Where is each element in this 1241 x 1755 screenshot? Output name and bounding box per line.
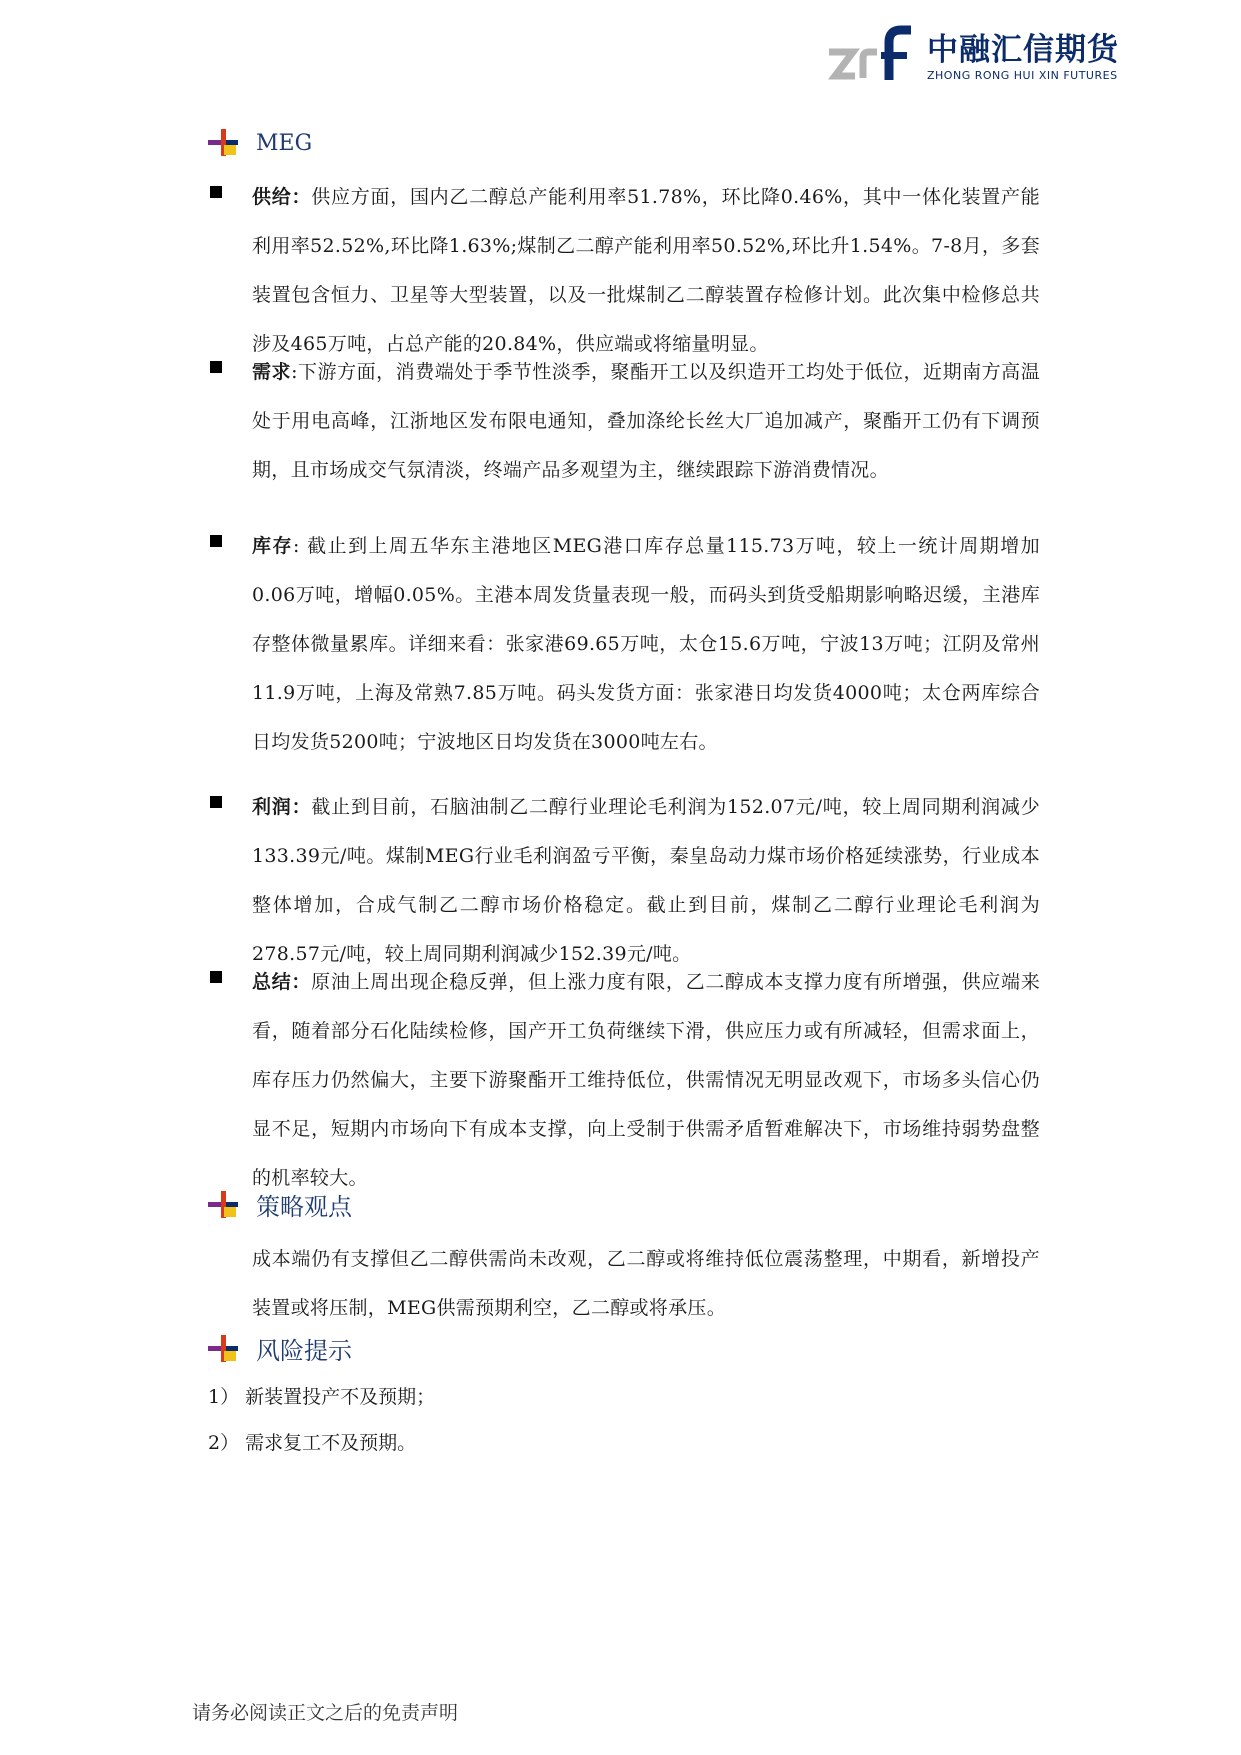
list-item-inventory [210, 522, 1040, 767]
bullet-square-icon [210, 796, 222, 808]
item-text: 原油上周出现企稳反弹，但上涨力度有限，乙二醇成本支撑力度有所增强，供应端来看，随着部分石化陆续检修，国产开工负荷继续下滑，供应压力或有所减轻，但需求面上，库存压力仍然偏大，主要下游聚酯开工维持低位，供需情况无明显改观下，市场多头信心仍显不足，短期内市场向下有成本支撑，向上受制于供需矛盾暂难解决下，市场维持弱势盘整的机率较大。 [252, 971, 1040, 1189]
company-logo [827, 22, 1119, 92]
section-marker-icon [206, 1190, 240, 1220]
item-text: 截止到目前，石脑油制乙二醇行业理论毛利润为152.07元/吨，较上周同期利润减少133.39元/吨。煤制MEG行业毛利润盈亏平衡，秦皇岛动力煤市场价格延续涨势，行业成本整体增加，合成气制乙二醇市场价格稳定。截止到目前，煤制乙二醇行业理论毛利润为278.57元/吨，较上周同期利润减少152.39元/吨。 [252, 796, 1041, 965]
list-item-summary [210, 958, 1040, 1203]
risk-text: 新装置投产不及预期； [245, 1386, 436, 1408]
list-item-profit [210, 783, 1040, 979]
section-title-meg: MEG [256, 130, 313, 156]
section-title-strategy: 策略观点 [256, 1193, 352, 1221]
item-label: 供给： [252, 186, 312, 208]
logo-name-cn: 中融汇信期货 [927, 31, 1119, 68]
item-label: 需求 [252, 361, 292, 383]
risk-number: 2） [208, 1432, 240, 1454]
logo-name-en: ZHONG RONG HUI XIN FUTURES [927, 68, 1118, 82]
list-item-demand [210, 348, 1040, 495]
section-title-risk: 风险提示 [256, 1337, 352, 1365]
bullet-square-icon [210, 361, 222, 373]
bullet-square-icon [210, 535, 222, 547]
bullet-square-icon [210, 971, 222, 983]
logo-mark-icon [827, 22, 919, 92]
section-marker-icon [206, 128, 240, 158]
section-marker-icon [206, 1334, 240, 1364]
item-label: 总结： [252, 971, 312, 993]
risk-item-1 [208, 1382, 435, 1412]
item-text: : 截止到上周五华东主港地区MEG港口库存总量115.73万吨，较上一统计周期增加0.06万吨，增幅0.05%。主港本周发货量表现一般，而码头到货受船期影响略迟缓，主港库存整体微量累库。详细来看：张家港69.65万吨，太仓15.6万吨，宁波13万吨；江阴及常州11.9万吨，上海及常熟7.85万吨。码头发货方面：张家港日均发货4000吨；太仓两库综合日均发货5200吨；宁波地区日均发货在3000吨左右。 [252, 535, 1040, 753]
disclaimer-footer: 请务必阅读正文之后的免责声明 [192, 1702, 459, 1724]
item-label: 利润： [252, 796, 312, 818]
risk-text: 需求复工不及预期。 [245, 1432, 417, 1454]
strategy-paragraph: 成本端仍有支撑但乙二醇供需尚未改观，乙二醇或将维持低位震荡整理，中期看，新增投产装置或将压制，MEG供需预期利空，乙二醇或将承压。 [252, 1248, 1040, 1319]
risk-item-2 [208, 1428, 416, 1458]
list-item-supply [210, 173, 1040, 369]
risk-number: 1） [208, 1386, 240, 1408]
item-text: 供应方面，国内乙二醇总产能利用率51.78%，环比降0.46%，其中一体化装置产能利用率52.52%,环比降1.63%;煤制乙二醇产能利用率50.52%,环比升1.54%。7-8月，多套装置包含恒力、卫星等大型装置，以及一批煤制乙二醇装置存检修计划。此次集中检修总共涉及465万吨，占总产能的20.84%，供应端或将缩量明显。 [252, 186, 1041, 355]
bullet-square-icon [210, 186, 222, 198]
section-heading-meg [206, 128, 312, 158]
section-heading-risk [206, 1331, 352, 1366]
item-text: :下游方面，消费端处于季节性淡季，聚酯开工以及织造开工均处于低位，近期南方高温处于用电高峰，江浙地区发布限电通知，叠加涤纶长丝大厂追加减产，聚酯开工仍有下调预期，且市场成交气氛清淡，终端产品多观望为主，继续跟踪下游消费情况。 [252, 361, 1040, 481]
item-label: 库存 [252, 535, 293, 557]
section-heading-strategy [206, 1187, 352, 1222]
